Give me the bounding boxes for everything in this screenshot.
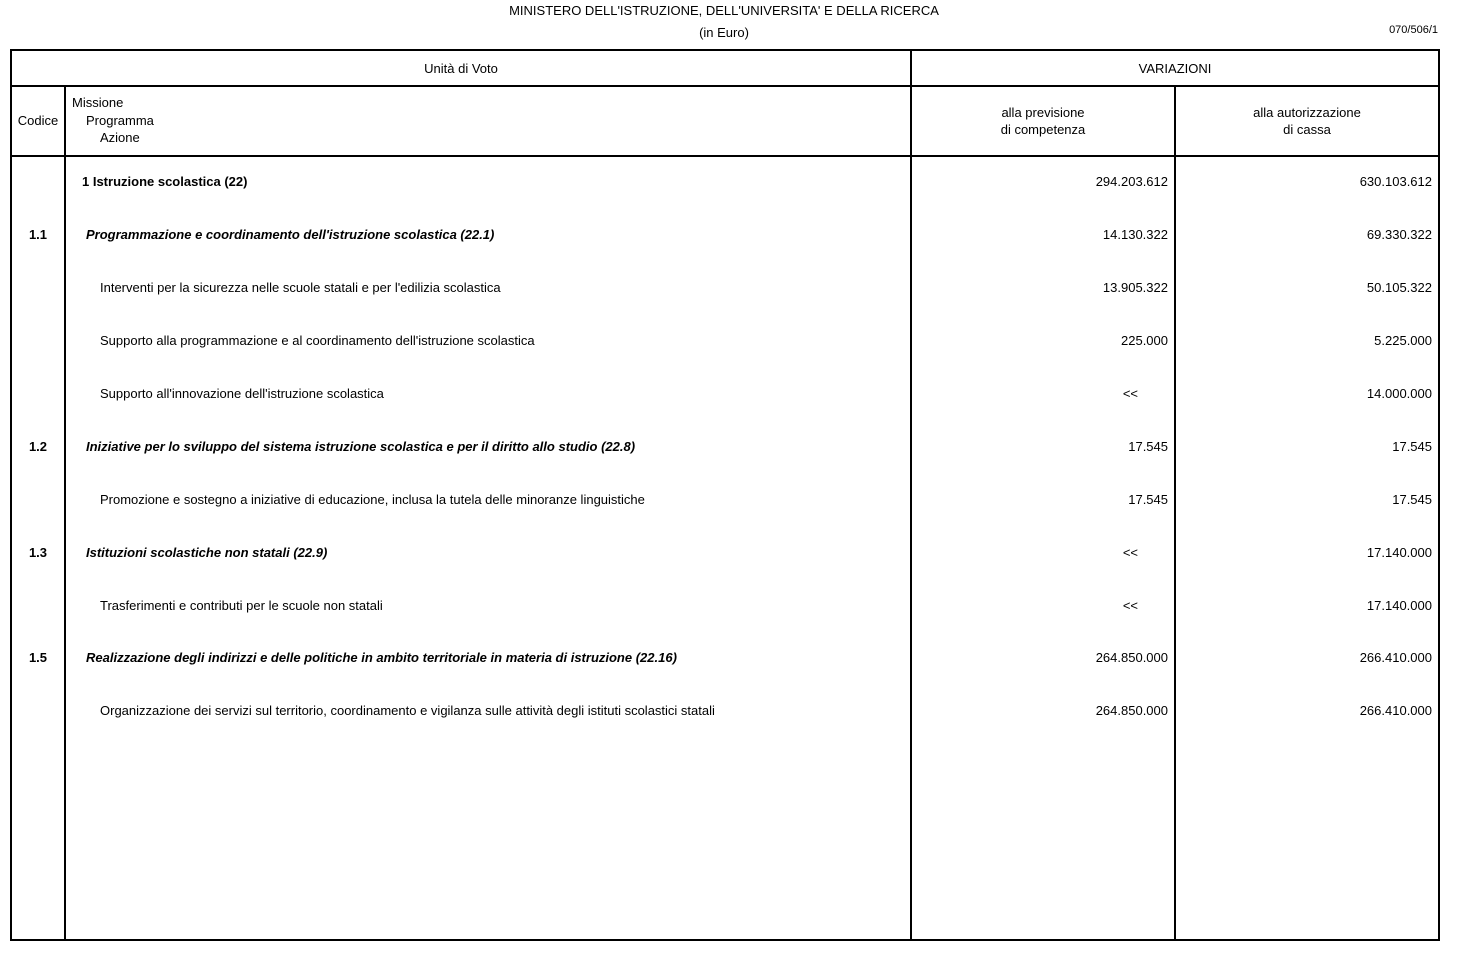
row-cassa: 5.225.000 (1374, 333, 1432, 348)
row-label: Promozione e sostegno a iniziative di educazione, inclusa la tutela delle minoranze linguistiche (100, 492, 645, 507)
row-label: Interventi per la sicurezza nelle scuole statali e per l'edilizia scolastica (100, 280, 501, 295)
row-previsione: 13.905.322 (1102, 280, 1168, 295)
row-previsione: 17.545 (1128, 492, 1168, 507)
codice-header: Codice (17, 113, 59, 128)
row-previsione: 264.850.000 (1095, 703, 1168, 718)
row-label: Iniziative per lo sviluppo del sistema istruzione scolastica e per il diritto allo studio (22.8) (86, 439, 636, 454)
row-code: 1.2 (28, 439, 48, 454)
previsione-header-line2: di competenza (1000, 122, 1086, 137)
unita-di-voto-header: Unità di Voto (424, 61, 498, 76)
document-reference: 070/506/1 (1389, 24, 1438, 36)
table-row (12, 333, 1438, 353)
row-previsione: << (1122, 545, 1138, 560)
row-label: 1 Istruzione scolastica (22) (82, 174, 248, 189)
row-cassa: 69.330.322 (1366, 227, 1432, 242)
row-cassa: 17.545 (1392, 439, 1432, 454)
cassa-header (1176, 104, 1438, 138)
table-row (12, 386, 1438, 406)
header-divider (12, 85, 1438, 87)
row-cassa: 266.410.000 (1359, 703, 1432, 718)
row-cassa: 17.545 (1392, 492, 1432, 507)
row-label: Istituzioni scolastiche non statali (22.9) (86, 545, 328, 560)
azione-header: Azione (100, 130, 140, 145)
row-previsione: 225.000 (1121, 333, 1168, 348)
programma-header: Programma (86, 113, 154, 128)
cassa-column-divider (1174, 85, 1176, 939)
budget-table (10, 49, 1440, 941)
table-row (12, 598, 1438, 618)
row-label: Realizzazione degli indirizzi e delle politiche in ambito territoriale in materia di istruzione (22.16) (86, 650, 677, 665)
row-previsione: << (1122, 598, 1138, 613)
row-code: 1.5 (28, 650, 48, 665)
header-bottom-divider (12, 155, 1438, 157)
table-row (12, 650, 1438, 670)
table-row (12, 439, 1438, 459)
table-row (12, 703, 1438, 723)
row-code: 1.3 (28, 545, 48, 560)
codice-column-divider (64, 85, 66, 939)
row-cassa: 17.140.000 (1366, 545, 1432, 560)
row-cassa: 630.103.612 (1359, 174, 1432, 189)
row-label: Supporto all'innovazione dell'istruzione scolastica (100, 386, 384, 401)
cassa-header-line2: di cassa (1283, 122, 1331, 137)
row-cassa: 17.140.000 (1366, 598, 1432, 613)
previsione-header (912, 104, 1174, 138)
cassa-header-line1: alla autorizzazione (1253, 105, 1361, 120)
ministry-title: MINISTERO DELL'ISTRUZIONE, DELL'UNIVERSITA' E DELLA RICERCA (509, 3, 939, 18)
table-row (12, 174, 1438, 194)
previsione-header-line1: alla previsione (1001, 105, 1085, 120)
variazioni-header: VARIAZIONI (1138, 61, 1212, 76)
table-row (12, 492, 1438, 512)
row-previsione: 294.203.612 (1095, 174, 1168, 189)
row-code: 1.1 (28, 227, 48, 242)
row-previsione: 14.130.322 (1102, 227, 1168, 242)
row-label: Programmazione e coordinamento dell'istruzione scolastica (22.1) (86, 227, 495, 242)
table-row (12, 280, 1438, 300)
row-cassa: 266.410.000 (1359, 650, 1432, 665)
row-previsione: 17.545 (1128, 439, 1168, 454)
table-row (12, 545, 1438, 565)
row-label: Supporto alla programmazione e al coordinamento dell'istruzione scolastica (100, 333, 535, 348)
row-previsione: 264.850.000 (1095, 650, 1168, 665)
row-cassa: 14.000.000 (1366, 386, 1432, 401)
row-cassa: 50.105.322 (1366, 280, 1432, 295)
row-previsione: << (1122, 386, 1138, 401)
row-label: Trasferimenti e contributi per le scuole non statali (100, 598, 383, 613)
currency-unit: (in Euro) (699, 25, 749, 40)
row-label: Organizzazione dei servizi sul territorio, coordinamento e vigilanza sulle attività degli istituti scolastici statali (100, 703, 715, 718)
missione-header: Missione (72, 95, 124, 110)
table-row (12, 227, 1438, 247)
